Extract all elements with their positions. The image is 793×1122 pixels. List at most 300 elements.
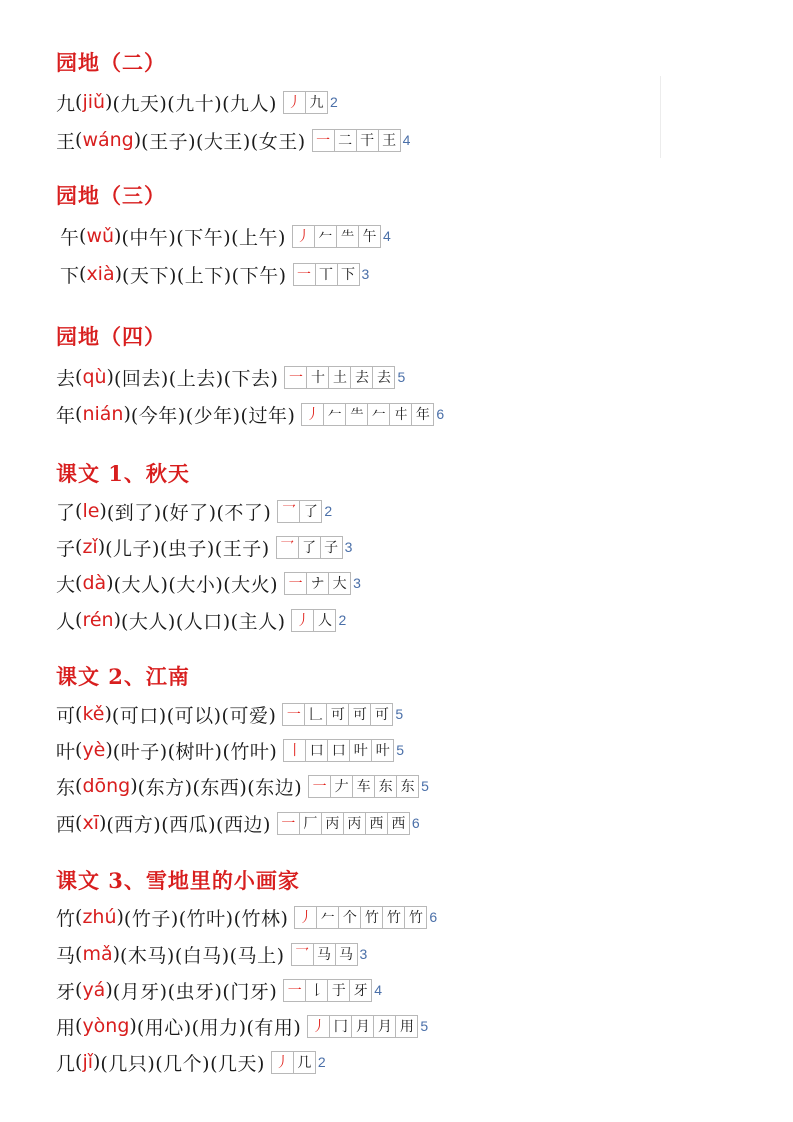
entry-pinyin: nián (82, 403, 124, 425)
stroke-glyph: 子 (324, 540, 339, 556)
stroke-box (292, 225, 315, 248)
paren-open: ( (75, 366, 83, 388)
stroke-glyph: 一 (288, 576, 303, 592)
stroke-count: 3 (361, 266, 370, 282)
stroke-box (294, 906, 317, 929)
stroke-count: 4 (402, 132, 411, 148)
paren-open: ( (75, 403, 83, 425)
stroke-glyph: 丙 (347, 816, 362, 832)
stroke-glyph: 𠂉 (320, 910, 335, 926)
stroke-box (282, 703, 305, 726)
stroke-glyph: 㐄 (393, 407, 408, 423)
paren-open: ( (75, 1015, 83, 1037)
stroke-glyph: 𠂉 (327, 407, 342, 423)
stroke-box (305, 979, 328, 1002)
character-entry (56, 809, 420, 837)
stroke-glyph: 马 (339, 947, 353, 963)
stroke-box (387, 812, 410, 835)
paren-open: ( (75, 775, 83, 797)
stroke-box (307, 1015, 330, 1038)
paren-open: ( (75, 739, 83, 761)
paren-open: ( (75, 609, 83, 631)
paren-close: ) (123, 403, 131, 425)
stroke-glyph: 午 (362, 229, 377, 245)
entry-character: 下 (60, 264, 80, 287)
stroke-box (360, 906, 383, 929)
entry-pinyin: yá (82, 979, 106, 1001)
stroke-box (313, 943, 336, 966)
stroke-count: 3 (359, 946, 368, 962)
stroke-box (271, 1051, 294, 1074)
entry-words: (可口)(可以)(可爱) (111, 704, 277, 727)
stroke-box (370, 703, 393, 726)
stroke-box (411, 403, 434, 426)
entry-pinyin: kě (82, 703, 105, 725)
stroke-order-boxes (293, 263, 359, 286)
stroke-glyph: 于 (331, 983, 346, 999)
entry-character: 午 (60, 226, 80, 249)
entry-pinyin: mǎ (82, 943, 113, 965)
divider-line (660, 76, 661, 158)
entry-words: (天下)(上下)(下午) (122, 264, 287, 287)
paren-open: ( (79, 225, 87, 247)
stroke-glyph: 𠂉 (371, 407, 386, 423)
stroke-box (335, 943, 358, 966)
entry-pinyin: wáng (82, 129, 134, 151)
stroke-box (320, 536, 343, 559)
stroke-box (327, 739, 350, 762)
stroke-box (389, 403, 412, 426)
stroke-glyph: 王 (382, 133, 397, 149)
character-entry (56, 1048, 326, 1076)
stroke-box (323, 403, 346, 426)
stroke-glyph: 了 (302, 540, 317, 556)
stroke-box (299, 812, 322, 835)
paren-close: ) (133, 129, 142, 151)
stroke-box (291, 943, 314, 966)
stroke-box (316, 906, 339, 929)
stroke-box (404, 906, 427, 929)
stroke-glyph: 乛 (281, 504, 296, 520)
stroke-box (336, 225, 359, 248)
entry-words: (木马)(白马)(马上) (120, 944, 285, 967)
stroke-box (330, 775, 353, 798)
stroke-glyph: 人 (317, 613, 332, 629)
stroke-glyph: 去 (354, 370, 369, 386)
stroke-glyph: 可 (330, 707, 345, 723)
stroke-glyph: 可 (352, 707, 367, 723)
entry-character: 了 (56, 501, 76, 524)
stroke-box (299, 500, 322, 523)
stroke-glyph: 一 (287, 983, 302, 999)
stroke-count: 5 (396, 742, 405, 758)
character-entry (56, 976, 382, 1004)
stroke-glyph: 十 (310, 370, 325, 386)
stroke-glyph: 丿 (305, 407, 320, 423)
stroke-glyph: 乛 (280, 540, 295, 556)
stroke-order-boxes (283, 979, 371, 1002)
stroke-glyph: 一 (286, 707, 301, 723)
entry-words: (几只)(几个)(几天) (100, 1052, 265, 1075)
stroke-count: 4 (382, 228, 391, 244)
stroke-order-boxes (291, 943, 357, 966)
entry-words: (回去)(上去)(下去) (113, 367, 279, 390)
entry-pinyin: jǐ (82, 1051, 93, 1073)
stroke-glyph: 𠃊 (308, 707, 323, 723)
stroke-order-boxes (277, 812, 409, 835)
paren-close: ) (99, 500, 107, 522)
stroke-count: 2 (338, 612, 347, 628)
entry-words: (王子)(大王)(女王) (141, 130, 306, 153)
entry-character: 牙 (56, 980, 76, 1003)
entry-pinyin: xià (86, 263, 115, 285)
entry-pinyin: jiǔ (82, 91, 106, 113)
entry-character: 子 (56, 537, 76, 560)
stroke-glyph: 西 (369, 816, 384, 832)
stroke-glyph: 叶 (353, 743, 368, 759)
stroke-box (283, 739, 306, 762)
entry-words: (到了)(好了)(不了) (106, 501, 272, 524)
stroke-box (334, 129, 357, 152)
entry-words: (九天)(九十)(九人) (112, 92, 277, 115)
stroke-box (395, 1015, 418, 1038)
stroke-box (371, 739, 394, 762)
paren-close: ) (105, 91, 113, 113)
paren-close: ) (97, 536, 106, 558)
stroke-glyph: 竹 (364, 910, 379, 926)
paren-close: ) (113, 609, 121, 631)
stroke-glyph: 一 (288, 370, 303, 386)
stroke-glyph: 丿 (275, 1055, 290, 1071)
entry-words: (月牙)(虫牙)(门牙) (112, 980, 278, 1003)
entry-character: 竹 (56, 907, 76, 930)
entry-words: (西方)(西瓜)(西边) (106, 813, 271, 836)
entry-pinyin: yè (82, 739, 106, 761)
stroke-count: 2 (329, 94, 338, 110)
paren-close: ) (106, 572, 114, 594)
stroke-count: 3 (344, 539, 353, 555)
stroke-glyph: 了 (303, 504, 318, 520)
section-title: 园地（四） (56, 324, 166, 349)
section-title: 园地（三） (56, 183, 166, 208)
entry-words: (用心)(用力)(有用) (136, 1016, 302, 1039)
section-title: 课文 1、秋天 (56, 461, 190, 486)
stroke-order-boxes (277, 500, 321, 523)
stroke-glyph: 竹 (386, 910, 401, 926)
entry-pinyin: le (82, 500, 100, 522)
stroke-box (304, 703, 327, 726)
stroke-box (306, 572, 329, 595)
stroke-box (312, 129, 335, 152)
stroke-glyph: 𠄌 (309, 983, 324, 999)
stroke-box (349, 739, 372, 762)
character-entry (56, 700, 403, 728)
character-entry (56, 126, 410, 154)
paren-close: ) (105, 979, 113, 1001)
stroke-order-boxes (308, 775, 418, 798)
stroke-box (314, 225, 337, 248)
stroke-order-boxes (284, 366, 394, 389)
stroke-order-boxes (284, 572, 350, 595)
stroke-order-boxes (301, 403, 433, 426)
stroke-count: 2 (324, 503, 333, 519)
entry-character: 几 (56, 1052, 76, 1075)
stroke-box (328, 366, 351, 389)
stroke-box (327, 979, 350, 1002)
entry-words: (东方)(东西)(东边) (137, 776, 303, 799)
stroke-box (373, 1015, 396, 1038)
section-title: 园地（二） (56, 50, 166, 75)
stroke-box (306, 366, 329, 389)
stroke-glyph: 丿 (296, 229, 311, 245)
stroke-glyph: 大 (332, 576, 347, 592)
paren-close: ) (98, 812, 107, 834)
stroke-glyph: 九 (309, 95, 324, 111)
paren-close: ) (93, 1051, 101, 1073)
paren-open: ( (75, 906, 83, 928)
stroke-glyph: 厂 (303, 816, 318, 832)
paren-open: ( (75, 979, 83, 1001)
stroke-order-boxes (291, 609, 335, 632)
stroke-box (277, 812, 300, 835)
stroke-box (350, 366, 373, 389)
stroke-glyph: 干 (360, 133, 375, 149)
stroke-box (328, 572, 351, 595)
paren-close: ) (114, 263, 123, 285)
stroke-box (351, 1015, 374, 1038)
stroke-glyph: 月 (355, 1019, 370, 1035)
stroke-box (358, 225, 381, 248)
stroke-box (352, 775, 375, 798)
paren-open: ( (75, 812, 83, 834)
stroke-glyph: 丿 (295, 613, 310, 629)
stroke-glyph: 丿 (298, 910, 313, 926)
stroke-box (277, 500, 300, 523)
stroke-glyph: 年 (415, 407, 430, 423)
stroke-glyph: 一 (312, 779, 327, 795)
stroke-box (283, 91, 306, 114)
stroke-box (298, 536, 321, 559)
stroke-glyph: 西 (391, 816, 406, 832)
entry-pinyin: yòng (82, 1015, 130, 1037)
stroke-order-boxes (312, 129, 400, 152)
stroke-box (283, 979, 306, 1002)
entry-pinyin: dà (82, 572, 107, 594)
stroke-box (291, 609, 314, 632)
stroke-count: 4 (374, 982, 383, 998)
paren-close: ) (105, 739, 113, 761)
character-entry (60, 260, 369, 288)
character-entry (56, 606, 346, 634)
stroke-box (305, 739, 328, 762)
entry-character: 可 (56, 704, 76, 727)
stroke-glyph: 竹 (408, 910, 423, 926)
stroke-count: 6 (436, 406, 445, 422)
stroke-box (276, 536, 299, 559)
entry-character: 西 (56, 813, 76, 836)
stroke-glyph: 东 (378, 779, 393, 795)
stroke-box (326, 703, 349, 726)
entry-character: 大 (56, 573, 76, 596)
stroke-box (348, 703, 371, 726)
stroke-count: 5 (421, 778, 429, 794)
stroke-box (315, 263, 338, 286)
stroke-glyph: 一 (281, 816, 296, 832)
stroke-glyph: 车 (356, 779, 371, 795)
stroke-box (365, 812, 388, 835)
paren-open: ( (75, 572, 83, 594)
character-entry (60, 222, 391, 250)
stroke-glyph: 个 (342, 910, 357, 926)
stroke-count: 6 (411, 815, 420, 831)
stroke-glyph: 口 (309, 743, 324, 759)
stroke-glyph: 丙 (325, 816, 340, 832)
stroke-box (305, 91, 328, 114)
stroke-count: 6 (429, 909, 438, 925)
section-title: 课文 3、雪地里的小画家 (56, 868, 300, 893)
entry-character: 人 (56, 610, 76, 633)
entry-character: 东 (56, 776, 76, 799)
stroke-count: 3 (353, 575, 361, 591)
stroke-order-boxes (276, 536, 342, 559)
stroke-glyph: 土 (332, 370, 347, 386)
stroke-glyph: 月 (377, 1019, 392, 1035)
entry-pinyin: zhú (82, 906, 117, 928)
stroke-glyph: 一 (297, 267, 312, 283)
paren-open: ( (75, 91, 83, 113)
paren-open: ( (75, 1051, 83, 1073)
stroke-box (382, 906, 405, 929)
stroke-glyph: 丨 (287, 743, 302, 759)
entry-character: 去 (56, 367, 76, 390)
entry-character: 九 (56, 92, 76, 115)
stroke-count: 5 (397, 369, 406, 385)
stroke-count: 5 (395, 706, 404, 722)
stroke-glyph: 丿 (287, 95, 302, 111)
stroke-glyph: 去 (376, 370, 391, 386)
stroke-glyph: 丅 (319, 267, 334, 283)
character-entry (56, 497, 332, 525)
stroke-order-boxes (282, 703, 392, 726)
stroke-box (349, 979, 372, 1002)
entry-pinyin: xī (82, 812, 99, 834)
stroke-box (284, 572, 307, 595)
stroke-count: 2 (317, 1054, 326, 1070)
entry-character: 王 (56, 130, 76, 153)
section-title: 课文 2、江南 (56, 664, 190, 689)
stroke-glyph: 𠂇 (334, 779, 349, 795)
entry-words: (竹子)(竹叶)(竹林) (123, 907, 289, 930)
paren-open: ( (75, 536, 83, 558)
stroke-order-boxes (292, 225, 380, 248)
entry-pinyin: wǔ (86, 225, 115, 247)
stroke-box (356, 129, 379, 152)
paren-open: ( (75, 500, 83, 522)
entry-character: 年 (56, 404, 76, 427)
stroke-glyph: 牙 (353, 983, 368, 999)
paren-close: ) (114, 225, 122, 247)
entry-pinyin: zǐ (82, 536, 98, 558)
stroke-box (308, 775, 331, 798)
paren-close: ) (104, 703, 112, 725)
stroke-box (396, 775, 419, 798)
character-entry (56, 533, 352, 561)
stroke-glyph: 可 (374, 707, 389, 723)
stroke-glyph: 东 (400, 779, 415, 795)
stroke-box (343, 812, 366, 835)
character-entry (56, 1012, 428, 1040)
stroke-glyph: ⺧ (340, 229, 355, 245)
stroke-glyph: ⺧ (349, 407, 364, 423)
stroke-box (301, 403, 324, 426)
entry-words: (今年)(少年)(过年) (130, 404, 296, 427)
character-entry (56, 772, 429, 800)
stroke-box (313, 609, 336, 632)
entry-words: (儿子)(虫子)(王子) (105, 537, 270, 560)
paren-close: ) (116, 906, 124, 928)
stroke-glyph: 一 (316, 133, 331, 149)
stroke-glyph: 二 (338, 133, 353, 149)
character-entry (56, 88, 338, 116)
stroke-box (329, 1015, 352, 1038)
character-entry (56, 400, 444, 428)
stroke-glyph: 乛 (295, 947, 309, 963)
paren-open: ( (75, 129, 83, 151)
stroke-glyph: 下 (341, 267, 356, 283)
stroke-box (293, 263, 316, 286)
stroke-box (372, 366, 395, 389)
stroke-box (321, 812, 344, 835)
entry-character: 叶 (56, 740, 76, 763)
stroke-order-boxes (307, 1015, 417, 1038)
stroke-glyph: 用 (399, 1019, 414, 1035)
paren-open: ( (75, 703, 83, 725)
stroke-order-boxes (294, 906, 426, 929)
stroke-box (293, 1051, 316, 1074)
stroke-glyph: ナ (310, 576, 325, 592)
stroke-glyph: 马 (317, 947, 331, 963)
character-entry (56, 569, 361, 597)
paren-close: ) (106, 366, 114, 388)
stroke-glyph: 几 (297, 1055, 312, 1071)
paren-close: ) (129, 1015, 137, 1037)
stroke-count: 5 (420, 1018, 429, 1034)
entry-character: 用 (56, 1016, 76, 1039)
stroke-glyph: 口 (331, 743, 346, 759)
stroke-box (338, 906, 361, 929)
paren-open: ( (75, 943, 83, 965)
stroke-glyph: 𠂉 (318, 229, 333, 245)
stroke-box (337, 263, 360, 286)
paren-close: ) (112, 943, 121, 965)
stroke-order-boxes (283, 91, 327, 114)
stroke-box (378, 129, 401, 152)
stroke-glyph: 冂 (333, 1019, 348, 1035)
entry-words: (大人)(大小)(大火) (113, 573, 279, 596)
entry-words: (中午)(下午)(上午) (121, 226, 286, 249)
entry-words: (大人)(人口)(主人) (121, 610, 286, 633)
entry-pinyin: dōng (82, 775, 131, 797)
stroke-order-boxes (283, 739, 393, 762)
character-entry (56, 363, 405, 391)
character-entry (56, 903, 437, 931)
entry-words: (叶子)(树叶)(竹叶) (112, 740, 278, 763)
entry-pinyin: qù (82, 366, 107, 388)
character-entry (56, 736, 404, 764)
entry-pinyin: rén (82, 609, 114, 631)
stroke-glyph: 叶 (375, 743, 390, 759)
paren-close: ) (130, 775, 138, 797)
